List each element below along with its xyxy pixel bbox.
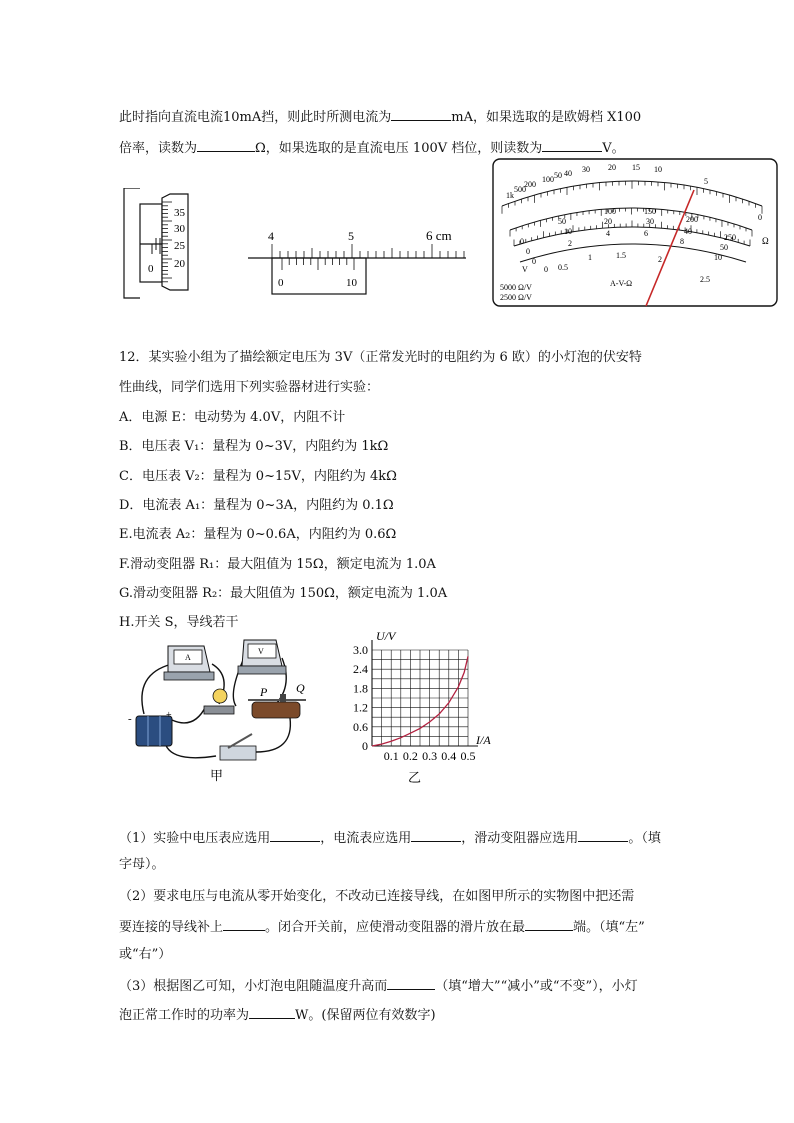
- answer-blank[interactable]: [197, 137, 255, 152]
- dc-a-label: 200: [686, 215, 698, 224]
- circuit-figure: [124, 634, 324, 784]
- dc-a-label: 150: [644, 207, 656, 216]
- dc-c-label: 6: [644, 229, 648, 238]
- dc-a-label: 100: [604, 207, 616, 216]
- dc-b-label: 40: [684, 227, 692, 236]
- ohm-scale-label: 5: [704, 177, 708, 186]
- spec-line: 5000 Ω/V: [500, 283, 532, 292]
- subq-2-line-3: 或“右”）: [119, 947, 172, 962]
- switch: [220, 734, 256, 760]
- subq-1-line-2: 字母）。: [119, 857, 165, 872]
- ohm-scale-label: 15: [632, 163, 640, 172]
- intro-text: mA，如果选取的是欧姆档 X100: [451, 110, 642, 125]
- dc-c-label: 0: [532, 257, 536, 266]
- ohm-scale-label: 1k: [506, 191, 514, 200]
- micrometer-figure: [118, 188, 210, 303]
- sleeve-zero-label: 0: [148, 263, 154, 275]
- intro-text: 倍率，读数为: [119, 141, 198, 156]
- subq-2-line-1: （2）要求电压与电流从零开始变化，不改动已连接导线，在如图甲所示的实物图中把还需: [119, 889, 635, 904]
- figure-caption-yi: 乙: [408, 770, 422, 785]
- intro-line-2: [119, 137, 625, 159]
- ohm-scale-label: 30: [582, 165, 590, 174]
- ammeter: [164, 646, 214, 680]
- ohm-scale-label: 40: [564, 169, 572, 178]
- answer-blank[interactable]: [411, 827, 461, 842]
- answer-blank[interactable]: [270, 827, 320, 842]
- voltmeter-label: V: [258, 647, 264, 656]
- dc-b-label: 0: [526, 247, 530, 256]
- vernier-label: 0: [278, 277, 284, 289]
- chart-x-tick-label: 0.4: [441, 749, 457, 763]
- subq-3-line-1: [119, 975, 638, 997]
- chart-xlabel: I/A: [476, 733, 491, 747]
- answer-blank[interactable]: [542, 137, 602, 152]
- subq-text: ，滑动变阻器应选用: [461, 831, 579, 846]
- rheostat: [248, 681, 306, 718]
- answer-blank[interactable]: [391, 106, 451, 121]
- option-d: D．电流表 A₁：量程为 0~3A，内阻约为 0.1Ω: [119, 498, 394, 513]
- v-symbol: V: [522, 265, 528, 274]
- intro-text: V。: [602, 141, 625, 156]
- ac-label: 2.5: [700, 275, 710, 284]
- subq-text: （1）实验中电压表应选用: [119, 831, 271, 846]
- center-label: A-V-Ω: [610, 279, 633, 288]
- subq-2-line-2: [119, 916, 645, 938]
- main-scale-label: 5: [348, 229, 354, 243]
- voltmeter: [238, 640, 286, 674]
- intro-text: Ω，如果选取的是直流电压 100V 档位，则读数为: [255, 141, 543, 156]
- subq-3-line-2: [119, 1004, 436, 1026]
- dc-b-label: 10: [564, 227, 572, 236]
- ac-label: 1.5: [616, 251, 626, 260]
- subq-text: 。（填: [628, 831, 661, 846]
- intro-text: 此时指向直流电流10mA挡，则此时所测电流为: [119, 110, 392, 125]
- thimble-label: 20: [174, 258, 185, 270]
- subq-1-line-1: [119, 827, 661, 849]
- spec-line: 2500 Ω/V: [500, 293, 532, 302]
- chart-y-tick-label: 1.2: [353, 700, 368, 715]
- subq-text: ，电流表应选用: [320, 831, 412, 846]
- subq-text: 。闭合开关前，应使滑动变阻器的滑片放在最: [265, 920, 526, 935]
- caliper-figure: [246, 224, 468, 298]
- ohm-scale-label: 20: [608, 163, 616, 172]
- answer-blank[interactable]: [578, 827, 628, 842]
- dc-a-label: 250: [724, 233, 736, 242]
- chart-y-tick-label: 0: [362, 739, 368, 753]
- chart-ylabel: U/V: [376, 630, 396, 643]
- chart-x-tick-label: 0.2: [402, 749, 418, 763]
- ac-label: 2: [658, 255, 662, 264]
- answer-blank[interactable]: [525, 916, 573, 931]
- subq-text: 要连接的导线补上: [119, 920, 224, 935]
- dc-c-label: 4: [606, 229, 610, 238]
- thimble-label: 35: [174, 207, 185, 219]
- subq-text: （填“增大”“减小”或“不变”），小灯: [435, 979, 638, 994]
- answer-blank[interactable]: [387, 975, 435, 990]
- ac-label: 1: [588, 253, 592, 262]
- iv-chart: [336, 630, 506, 790]
- option-g: G.滑动变阻器 R₂：最大阻值为 150Ω，额定电流为 1.0A: [119, 586, 448, 601]
- subq-text: W。(保留两位有效数字): [295, 1008, 436, 1023]
- thimble-label: 30: [174, 223, 185, 235]
- main-scale-label: 6 cm: [426, 228, 452, 243]
- question-stem-1: 12．某实验小组为了描绘额定电压为 3V（正常发光时的电阻约为 6 欧）的小灯泡的伏安特: [119, 350, 642, 365]
- dc-a-label: 50: [558, 217, 566, 226]
- ohm-scale-label: 0: [758, 213, 762, 222]
- battery: [128, 710, 172, 746]
- subq-text: （3）根据图乙可知，小灯泡电阻随温度升高而: [119, 979, 388, 994]
- chart-y-tick-label: 3.0: [353, 643, 368, 657]
- chart-y-tick-label: 2.4: [353, 662, 368, 677]
- question-stem-2: 性曲线，同学们选用下列实验器材进行实验：: [119, 380, 380, 395]
- chart-y-tick-label: 0.6: [353, 719, 368, 734]
- dc-b-label: 30: [646, 217, 654, 226]
- ohm-scale-label: 10: [654, 165, 662, 174]
- bulb: [204, 689, 234, 714]
- option-h: H.开关 S，导线若干: [119, 615, 239, 630]
- dc-c-label: 2: [568, 239, 572, 248]
- answer-blank[interactable]: [223, 916, 265, 931]
- vernier-label: 10: [346, 277, 357, 289]
- ac-label: 0.5: [558, 263, 568, 272]
- dc-c-label: 8: [680, 237, 684, 246]
- option-f: F.滑动变阻器 R₁：最大阻值为 15Ω，额定电流为 1.0A: [119, 557, 436, 572]
- battery-minus: -: [128, 713, 132, 725]
- chart-x-tick-label: 0.5: [460, 749, 476, 763]
- ohm-symbol: Ω: [762, 236, 769, 246]
- option-a: A．电源 E：电动势为 4.0V，内阻不计: [119, 410, 346, 425]
- battery-plus: +: [166, 710, 172, 721]
- main-scale-label: 4: [268, 229, 274, 243]
- dc-a-label: 0: [520, 237, 524, 246]
- ac-label: 0: [544, 265, 548, 274]
- chart-x-tick-label: 0.3: [422, 749, 438, 763]
- subq-text: 泡正常工作时的功率为: [119, 1008, 250, 1023]
- dc-b-label: 20: [604, 217, 612, 226]
- rheostat-q: Q: [296, 681, 305, 695]
- ohm-scale-label: 100: [542, 175, 554, 184]
- ohm-scale-label: 500: [514, 185, 526, 194]
- rheostat-p: P: [260, 685, 268, 699]
- ohm-scale-label: 50: [554, 171, 562, 180]
- dc-c-label: 10: [714, 253, 722, 262]
- option-e: E.电流表 A₂：量程为 0~0.6A，内阻约为 0.6Ω: [119, 527, 397, 542]
- thimble-label: 25: [174, 240, 185, 252]
- option-b: B．电压表 V₁：量程为 0~3V，内阻约为 1kΩ: [119, 439, 389, 454]
- multimeter-figure: [492, 158, 779, 308]
- option-c: C．电压表 V₂：量程为 0~15V，内阻约为 4kΩ: [119, 469, 397, 484]
- subq-text: 端。（填“左”: [573, 920, 645, 935]
- ammeter-label: A: [185, 653, 191, 662]
- intro-line-1: [119, 106, 641, 128]
- dc-b-label: 50: [720, 243, 728, 252]
- figure-caption-jia: 甲: [210, 768, 224, 783]
- answer-blank[interactable]: [249, 1004, 295, 1019]
- chart-x-tick-label: 0.1: [383, 749, 399, 763]
- chart-y-tick-label: 1.8: [353, 681, 368, 696]
- ohm-scale-label: 200: [524, 180, 536, 189]
